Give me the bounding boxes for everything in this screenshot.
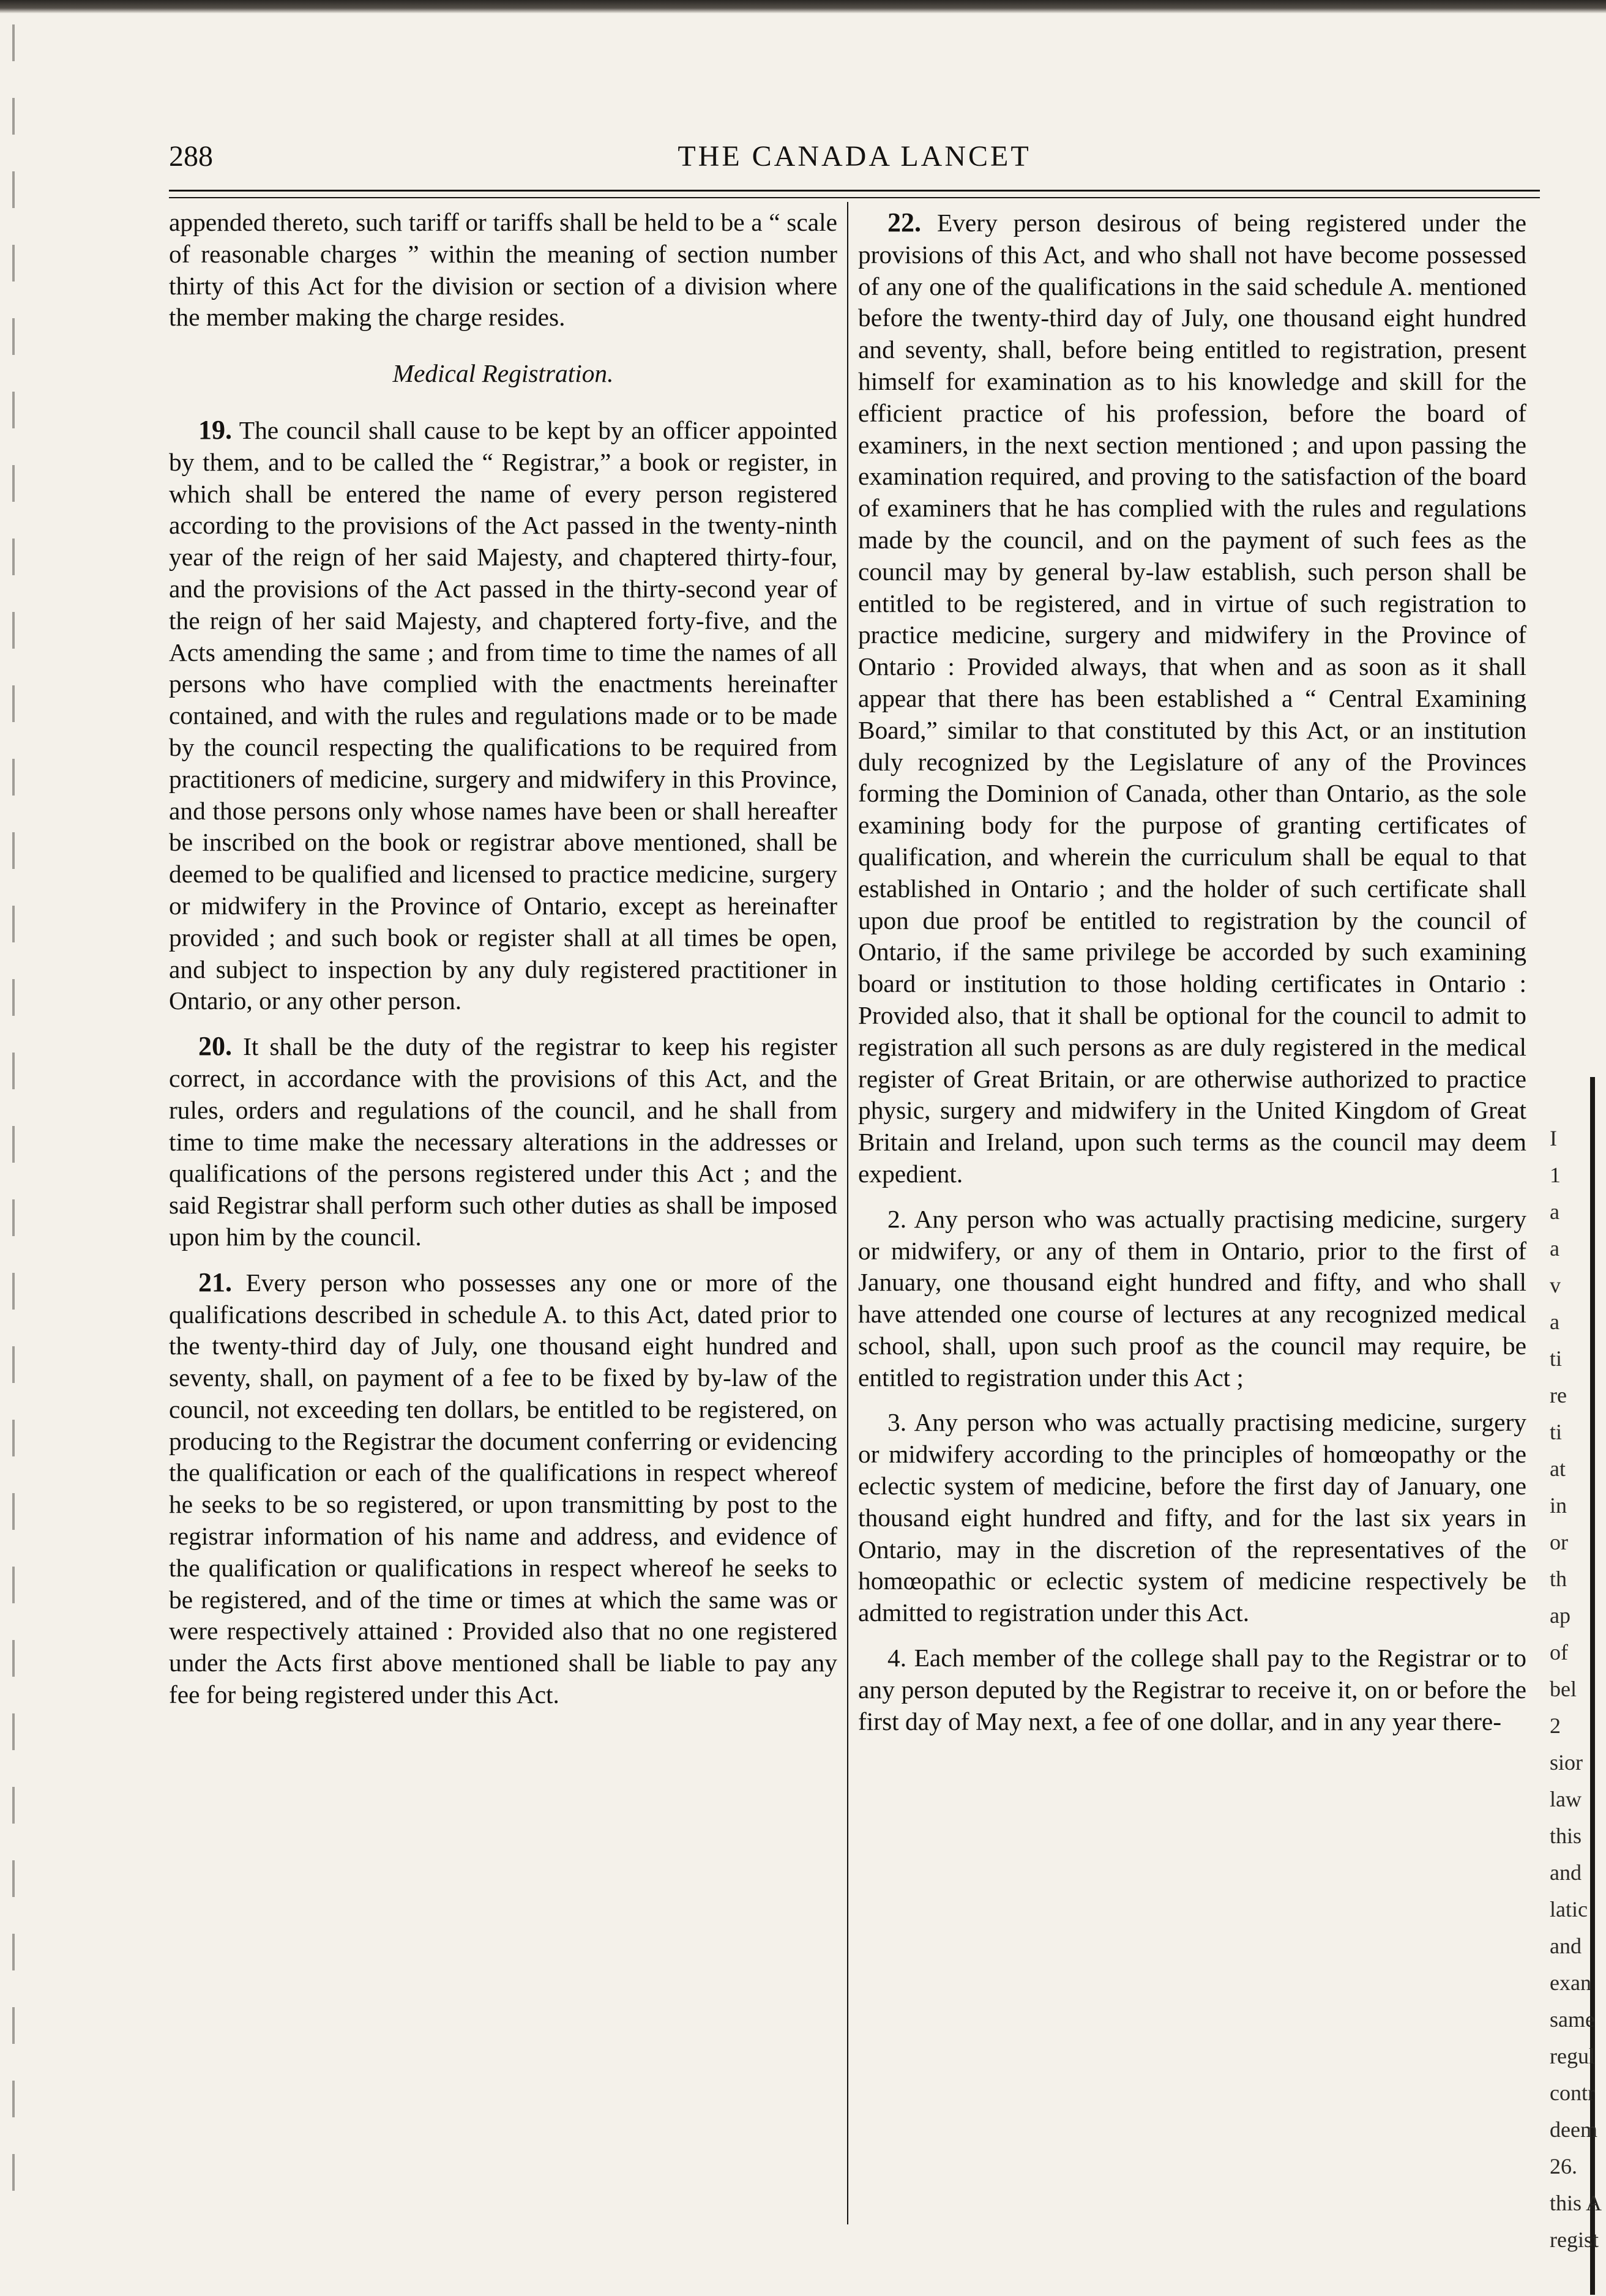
facing-page-fragment: sior: [1550, 1750, 1583, 1775]
facing-page-fragment: a: [1550, 1310, 1559, 1334]
facing-page-fragment: exan: [1550, 1970, 1591, 1995]
section-20-paragraph: [169, 1031, 837, 1253]
facing-page-fragment: latic: [1550, 1897, 1588, 1921]
facing-page-fragment: bel: [1550, 1677, 1577, 1701]
facing-page-fragment: 26.: [1550, 2154, 1577, 2179]
facing-page-fragment: contr: [1550, 2081, 1595, 2105]
facing-page-fragment: same: [1550, 2007, 1595, 2032]
paragraph-continuation: appended thereto, such tariff or tariffs shall be held to be a “ scale of reasonable charges ” within the meaning of section number thirty of this Act for the division or section of a division where the member making the charge resides.: [169, 208, 837, 332]
subsection-3-paragraph: 3. Any person who was actually practising medicine, surgery or midwifery according to the principles of homœopathy or the eclectic system of medicine, before the first day of January, one thousand eight hundred and fifty, and for the last six years in Ontario, may in the discretion of the representatives of the homœopathic or eclectic system of medicine respectively be admitted to registration under this Act.: [858, 1408, 1526, 1627]
facing-page-fragment: this: [1550, 1824, 1582, 1848]
subsection-4-paragraph: 4. Each member of the college shall pay to the Registrar or to any person deputed by the Registrar to receive it, on or before the first day of May next, a fee of one dollar, and in any year there-: [858, 1644, 1526, 1735]
facing-page-fragment: and: [1550, 1860, 1582, 1885]
facing-page-fragment: regist: [1550, 2227, 1599, 2252]
section-21-paragraph: [169, 1267, 837, 1711]
facing-page-fragment: at: [1550, 1456, 1566, 1481]
facing-page-fragment: I: [1550, 1126, 1557, 1150]
facing-page-fragment: 1: [1550, 1163, 1561, 1187]
section-19-paragraph: [169, 414, 837, 1017]
section-text: Every person desirous of being registered under the provisions of this Act, and who shall not have become possessed of any one of the qualifications in the said schedule A. mentioned before the twenty-third day of July, one thousand eight hundred and seventy, shall, before being entitled to registration, present himself for examination as to his knowledge and skill for the efficient practice of his profession, before the board of examiners, in the next section mentioned ; and upon passing the examination required, and proving to the satisfaction of the board of examiners that he has complied with the rules and regulations made by the council, and on the payment of such fees as the council may by general by-law establish, such person shall be entitled to be registered, and in virtue of such registration to practice medicine, surgery and midwifery in the Province of Ontario : Provided always, that when and as soon as it shall appear that there has been established a “ Central Examining Board,” similar to that constituted by this Act, or an institution duly recognized by the Legislature of any of the Provinces forming the Dominion of Canada, other than Ontario, as the sole examining body for the purpose of granting certificates of qualification, and wherein the curriculum shall be equal to that established in Ontario ; and the holder of such certificate shall upon due proof be entitled to registration by the council of Ontario, if the same privilege be accorded by such examining board or institution to those holding certificates in Ontario : Provided also, that it shall be optional for the council to admit to registration all such persons as are duly registered in the medical register of Great Britain, or are otherwise authorized to practice physic, surgery and midwifery in the United Kingdom of Great Britain and Ireland, upon such terms as the council may deem expedient.: [858, 209, 1526, 1188]
section-text: The council shall cause to be kept by an officer appointed by them, and to be called the “ Registrar,” a book or register, in which shall be entered the name of every person registered according to the provisions of the Act passed in the twenty-ninth year of the reign of her said Majesty, and chaptered thirty-four, and the provisions of the Act passed in the thirty-second year of the reign of her said Majesty, and chaptered forty-five, and the Acts amending the same ; and from time to time the names of all persons who have complied with the enactments hereinafter contained, and with the rules and regulations made or to be made by the council respecting the qualifications to be required from practitioners of medicine, surgery and midwifery in this Province, and those persons only whose names have been or shall hereafter be inscribed on the book or registrar above mentioned, shall be deemed to be qualified and licensed to practice medicine, surgery or midwifery in the Province of Ontario, except as hereinafter provided ; and such book or register shall at all times be open, and subject to inspection by any duly registered practitioner in Ontario, or any other person.: [169, 416, 837, 1015]
facing-page-fragment: a: [1550, 1236, 1559, 1261]
facing-page-fragment: ti: [1550, 1346, 1563, 1371]
header-rule: [169, 190, 1540, 198]
section-number: 19.: [198, 414, 232, 445]
facing-page-fragment: 2: [1550, 1713, 1561, 1738]
section-text: It shall be the duty of the registrar to keep his register correct, in accordance with the provisions of this Act, and the rules, orders and regulations of the council, and he shall from time to time make the necessary alterations in the addresses or qualifications of the persons registered under this Act ; and the said Registrar shall perform such other duties as shall be imposed upon him by the council.: [169, 1032, 837, 1251]
facing-page-fragment: in: [1550, 1493, 1567, 1518]
facing-page-fragment: ti: [1550, 1420, 1563, 1444]
section-number: 21.: [198, 1267, 232, 1297]
facing-page-fragment: or: [1550, 1530, 1568, 1554]
binding-margin: [12, 24, 15, 2227]
page-number: 288: [169, 140, 213, 173]
page-header: [169, 140, 1540, 188]
facing-page-fragment: ap: [1550, 1603, 1571, 1628]
facing-page-fragment: a: [1550, 1199, 1559, 1224]
facing-page-fragment: regul: [1550, 2044, 1595, 2068]
right-column: [858, 207, 1526, 1737]
facing-page-fragment: law: [1550, 1787, 1582, 1811]
facing-page-fragment: deem: [1550, 2117, 1597, 2142]
left-column: [169, 207, 837, 1711]
column-divider: [847, 202, 848, 2224]
page-top-edge: [0, 0, 1606, 13]
facing-page-fragment: re: [1550, 1383, 1567, 1407]
subsection-2-paragraph: 2. Any person who was actually practising medicine, surgery or midwifery, or any of them in Ontario, prior to the first of January, one thousand eight hundred and fifty, and who shall have attended one course of lectures at any recognized medical school, shall, upon such proof as the council may require, be entitled to registration under this Act ;: [858, 1204, 1526, 1392]
facing-page-fragment: v: [1550, 1273, 1561, 1297]
section-number: 20.: [198, 1031, 232, 1062]
facing-page-fragments: [1550, 1120, 1606, 2258]
section-text: Every person who possesses any one or more of the qualifications described in schedule A. to this Act, dated prior to the twenty-third day of July, one thousand eight hundred and seventy, shall, on payment of a fee to be fixed by by-law of the council, not exceeding ten dollars, be entitled to be registered, on producing to the Registrar the document conferring or evidencing the qualification or each of the qualifications in respect whereof he seeks to be so registered, or upon transmitting by post to the registrar information of his name and address, and evidence of the qualification or qualifications in respect whereof he seeks to be registered, and of the time or times at which the same was or were respectively attained : Provided also that no one registered under the Acts first above mentioned shall be liable to pay any fee for being registered under this Act.: [169, 1268, 837, 1709]
facing-page-fragment: of: [1550, 1640, 1568, 1664]
facing-page-fragment: th: [1550, 1567, 1567, 1591]
facing-page-fragment: and: [1550, 1934, 1582, 1958]
section-number: 22.: [887, 207, 921, 237]
section-22-paragraph: [858, 207, 1526, 1190]
running-title: THE CANADA LANCET: [678, 140, 1031, 173]
facing-page-fragment: this A: [1550, 2191, 1602, 2215]
section-subheading: Medical Registration.: [392, 359, 614, 388]
